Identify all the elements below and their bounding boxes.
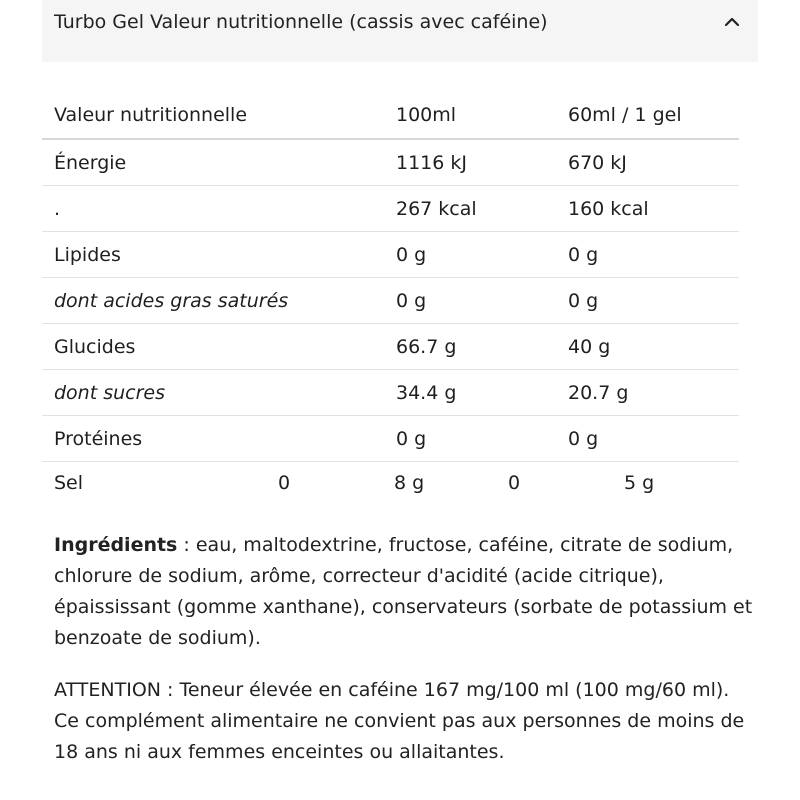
sel-value-fragment: 0: [278, 472, 291, 494]
table-row: [42, 370, 739, 416]
cell-per-100ml: 34.4 g: [384, 370, 556, 416]
row-label: dont sucres: [42, 370, 384, 416]
column-header: Valeur nutritionnelle: [42, 92, 384, 139]
row-label: .: [42, 186, 384, 232]
row-label: Lipides: [42, 232, 384, 278]
ingredients-paragraph: [54, 530, 754, 654]
sel-row-content: [42, 462, 739, 507]
table-row: [42, 416, 739, 462]
sel-value-fragment: 5 g: [624, 472, 655, 494]
table-header-row: [42, 92, 739, 139]
chevron-up-icon[interactable]: [724, 14, 740, 30]
column-header: 60ml / 1 gel: [556, 92, 739, 139]
cell-per-100ml: 267 kcal: [384, 186, 556, 232]
nutrition-table: [42, 92, 739, 507]
table-row: [42, 139, 739, 186]
row-label: dont acides gras saturés: [42, 278, 384, 324]
cell-per-gel: 160 kcal: [556, 186, 739, 232]
accordion-header[interactable]: [42, 0, 758, 62]
table-row-sel: [42, 462, 739, 508]
sel-value-fragment: 0: [508, 472, 521, 494]
table-row: [42, 278, 739, 324]
cell-per-100ml: 0 g: [384, 278, 556, 324]
attention-paragraph: ATTENTION : Teneur élevée en caféine 167 mg/100 ml (100 mg/60 ml). Ce complément alimentaire ne convient pas aux personnes de moins de 18 ans ni aux femmes enceintes ou allaitantes.: [54, 679, 745, 763]
cell-per-gel: 0 g: [556, 278, 739, 324]
sel-value-fragment: 8 g: [394, 472, 425, 494]
cell-per-gel: 670 kJ: [556, 139, 739, 186]
row-label: Sel: [54, 472, 84, 494]
row-label: Glucides: [42, 324, 384, 370]
ingredients-text: : eau, maltodextrine, fructose, caféine, citrate de sodium, chlorure de sodium, arôme, correcteur d'acidité (acide citrique), épaississant (gomme xanthane), conservateurs (sorbate de potassium et benzoate de sodium).: [54, 534, 753, 649]
table-row: [42, 324, 739, 370]
accordion-title: Turbo Gel Valeur nutritionnelle (cassis avec caféine): [54, 11, 548, 33]
table-row: [42, 186, 739, 232]
row-label: Protéines: [42, 416, 384, 462]
cell-per-gel: 0 g: [556, 416, 739, 462]
row-label: Énergie: [42, 139, 384, 186]
cell-per-gel: 40 g: [556, 324, 739, 370]
cell-per-100ml: 0 g: [384, 232, 556, 278]
cell-per-100ml: 1116 kJ: [384, 139, 556, 186]
cell-per-gel: 0 g: [556, 232, 739, 278]
cell-per-gel: 20.7 g: [556, 370, 739, 416]
cell-per-100ml: 66.7 g: [384, 324, 556, 370]
table-row: [42, 232, 739, 278]
column-header: 100ml: [384, 92, 556, 139]
cell-per-100ml: 0 g: [384, 416, 556, 462]
ingredients-heading: Ingrédients: [54, 534, 178, 556]
